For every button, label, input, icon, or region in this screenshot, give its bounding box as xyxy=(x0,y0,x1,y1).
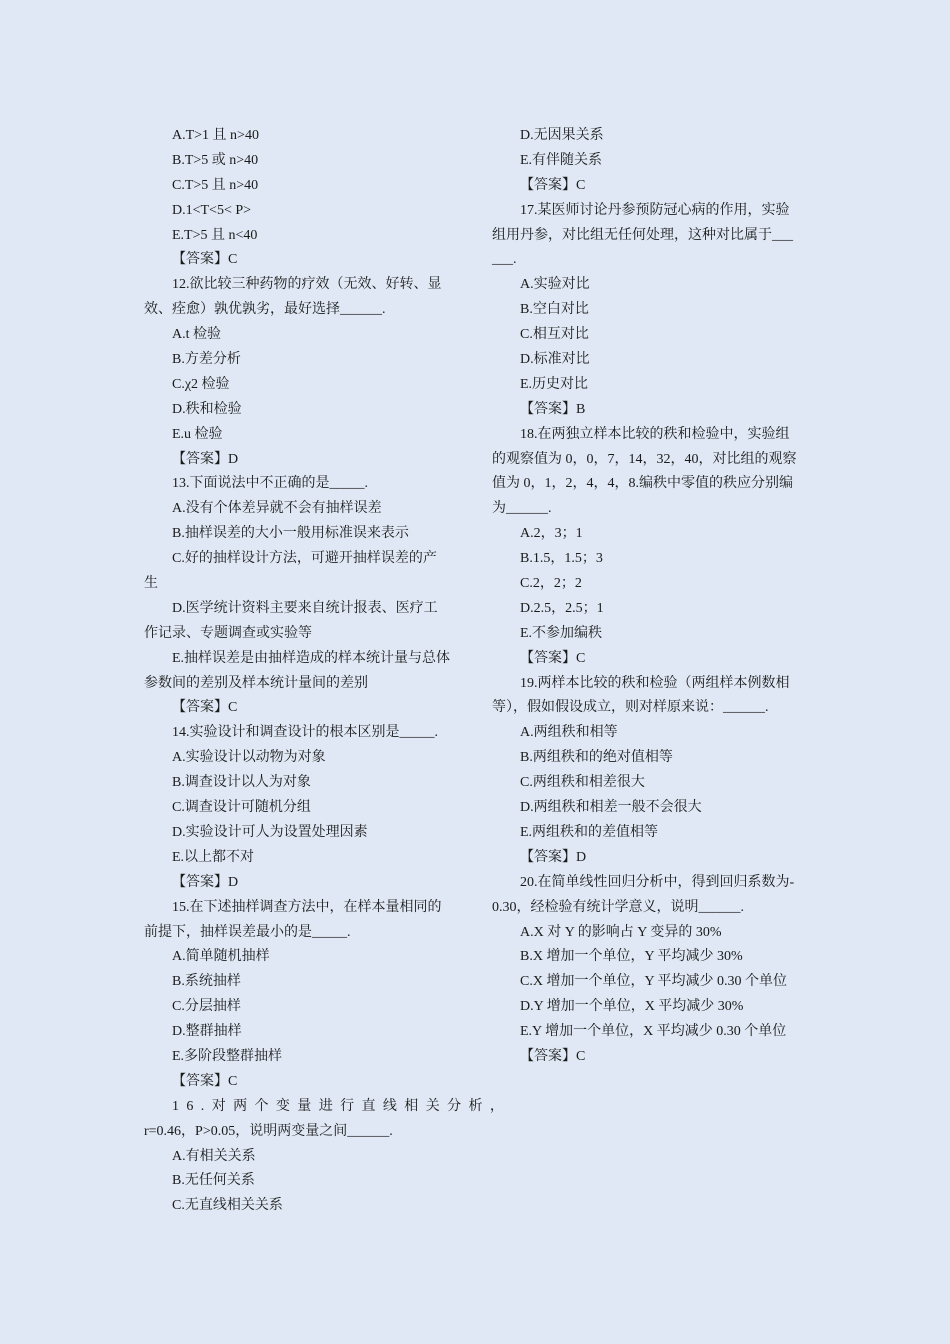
question-line: 19.两样本比较的秩和检验（两组样本例数相 xyxy=(520,675,790,691)
option-line: E.多阶段整群抽样 xyxy=(172,1048,283,1064)
option-line: B.X 增加一个单位，Y 平均减少 30% xyxy=(520,949,743,965)
option-line: E.以上都不对 xyxy=(172,849,255,865)
right-column xyxy=(492,124,808,1070)
question-continuation: 的观察值为 0，0，7，14，32，40，对比组的观察 xyxy=(492,451,797,467)
question-line: 12.欲比较三种药物的疗效（无效、好转、显 xyxy=(172,277,442,293)
option-line: D.两组秩和相差一般不会很大 xyxy=(520,800,702,816)
option-line: B.T>5 或 n>40 xyxy=(172,152,259,168)
option-line: D.Y 增加一个单位，X 平均减少 30% xyxy=(520,999,744,1015)
option-line: B.无任何关系 xyxy=(172,1173,255,1189)
option-line: D.2.5，2.5；1 xyxy=(520,600,604,616)
question-continuation: 生 xyxy=(144,576,158,592)
option-line: A.T>1 且 n>40 xyxy=(172,128,259,143)
answer-line: 【答案】C xyxy=(520,650,586,666)
question-continuation: 组用丹参，对比组无任何处理，这种对比属于___ xyxy=(492,227,793,243)
option-line: C.调查设计可随机分组 xyxy=(172,800,311,816)
option-line: 13.下面说法中不正确的是_____. xyxy=(172,476,368,492)
option-line: B.空白对比 xyxy=(520,302,589,318)
answer-line: 【答案】D xyxy=(172,874,239,890)
question-continuation: 值为 0，1，2，4，4，8.编秩中零值的秩应分别编 xyxy=(492,476,793,492)
question-line: 17.某医师讨论丹参预防冠心病的作用，实验 xyxy=(520,202,790,218)
option-line: E.T>5 且 n<40 xyxy=(172,227,258,243)
question-continuation: 参数间的差别及样本统计量间的差别 xyxy=(144,675,368,691)
option-line: A.实验设计以动物为对象 xyxy=(172,750,326,766)
option-line: E.历史对比 xyxy=(520,376,589,392)
option-line: E.u 检验 xyxy=(172,426,223,442)
question-line: 20.在简单线性回归分析中，得到回归系数为- xyxy=(520,874,795,890)
option-line: A.简单随机抽样 xyxy=(172,949,270,965)
option-line: B.两组秩和的绝对值相等 xyxy=(520,750,673,766)
option-line: A.没有个体差异就不会有抽样误差 xyxy=(172,501,382,517)
left-column xyxy=(144,124,512,1219)
option-line: C.分层抽样 xyxy=(172,999,241,1015)
option-line: B.1.5，1.5；3 xyxy=(520,551,603,567)
option-line: B.方差分析 xyxy=(172,352,241,368)
option-line: A.t 检验 xyxy=(172,327,221,343)
option-line: A.实验对比 xyxy=(520,277,590,293)
option-line: C.X 增加一个单位，Y 平均减少 0.30 个单位 xyxy=(520,974,788,990)
option-line: C.相互对比 xyxy=(520,327,589,343)
answer-line: 【答案】C xyxy=(520,177,586,193)
option-line: E.有伴随关系 xyxy=(520,152,603,168)
option-line: B.调查设计以人为对象 xyxy=(172,775,311,791)
option-line: D.秩和检验 xyxy=(172,401,242,417)
option-line: E.不参加编秩 xyxy=(520,625,603,641)
option-line: A.2，3；1 xyxy=(520,526,583,542)
option-line: D.无因果关系 xyxy=(520,128,604,143)
option-line: D.整群抽样 xyxy=(172,1024,242,1040)
question-line: 16.对两个变量进行直线相关分析， xyxy=(172,1098,512,1114)
option-line: C.2，2；2 xyxy=(520,576,582,592)
answer-line: 【答案】D xyxy=(172,451,239,467)
option-line: 14.实验设计和调查设计的根本区别是_____. xyxy=(172,725,438,741)
question-continuation: 作记录、专题调查或实验等 xyxy=(144,625,312,641)
option-line: A.两组秩和相等 xyxy=(520,725,618,741)
answer-line: 【答案】C xyxy=(172,252,238,268)
option-line: C.χ2 检验 xyxy=(172,376,230,392)
question-continuation: 效、痊愈）孰优孰劣，最好选择______. xyxy=(144,302,386,318)
option-line: D.实验设计可人为设置处理因素 xyxy=(172,824,368,840)
option-line: A.X 对 Y 的影响占 Y 变异的 30% xyxy=(520,924,722,940)
question-line: E.抽样误差是由抽样造成的样本统计量与总体 xyxy=(172,650,451,666)
answer-line: 【答案】C xyxy=(172,700,238,716)
option-line: C.两组秩和相差很大 xyxy=(520,775,645,791)
question-continuation: r=0.46，P>0.05，说明两变量之间______. xyxy=(144,1123,393,1139)
option-line: A.有相关关系 xyxy=(172,1148,256,1164)
option-line: C.T>5 且 n>40 xyxy=(172,177,259,193)
option-line: E.两组秩和的差值相等 xyxy=(520,824,659,840)
question-line: 15.在下述抽样调查方法中，在样本量相同的 xyxy=(172,899,442,915)
question-continuation: 等），假如假设成立，则对样原来说：______. xyxy=(492,700,769,716)
question-line: C.好的抽样设计方法，可避开抽样误差的产 xyxy=(172,551,437,567)
answer-line: 【答案】D xyxy=(520,849,587,865)
answer-line: 【答案】C xyxy=(172,1073,238,1089)
question-continuation: 为______. xyxy=(492,501,552,517)
option-line: D.1<T<5< P> xyxy=(172,202,252,218)
option-line: E.Y 增加一个单位，X 平均减少 0.30 个单位 xyxy=(520,1024,787,1040)
question-continuation: 0.30，经检验有统计学意义，说明______. xyxy=(492,899,744,915)
question-continuation: ___. xyxy=(492,252,517,268)
question-line: D.医学统计资料主要来自统计报表、医疗工 xyxy=(172,600,438,616)
option-line: C.无直线相关关系 xyxy=(172,1198,283,1214)
question-continuation: 前提下，抽样误差最小的是_____. xyxy=(144,924,351,940)
option-line: D.标准对比 xyxy=(520,352,590,368)
question-line: 18.在两独立样本比较的秩和检验中，实验组 xyxy=(520,426,790,442)
option-line: B.系统抽样 xyxy=(172,974,241,990)
answer-line: 【答案】B xyxy=(520,401,586,417)
answer-line: 【答案】C xyxy=(520,1048,586,1064)
option-line: B.抽样误差的大小一般用标准误来表示 xyxy=(172,526,409,542)
